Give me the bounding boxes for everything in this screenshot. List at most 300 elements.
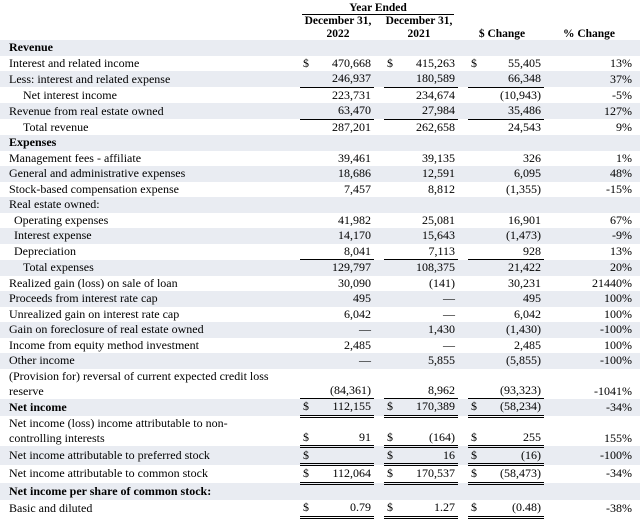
value-2022: 39,461	[338, 150, 371, 165]
currency-symbol: $	[468, 446, 482, 465]
column-gap	[458, 87, 468, 103]
currency-symbol	[468, 483, 482, 500]
column-gap	[458, 500, 468, 517]
table-row	[0, 500, 640, 517]
value-2022: 470,668	[332, 55, 371, 70]
table-row	[0, 322, 640, 338]
table-row	[0, 483, 640, 500]
table-row	[0, 338, 640, 354]
currency-symbol	[468, 197, 482, 213]
column-gap	[458, 369, 468, 399]
column-gap	[458, 119, 468, 135]
currency-symbol	[384, 338, 398, 354]
table-row	[0, 353, 640, 369]
currency-symbol	[384, 244, 398, 260]
column-gap	[458, 276, 468, 292]
value-2021: 16	[398, 446, 458, 465]
currency-symbol	[384, 228, 398, 244]
currency-symbol	[300, 87, 314, 103]
currency-symbol: $	[300, 399, 314, 417]
header-col-2022	[302, 15, 374, 41]
column-gap	[458, 322, 468, 338]
value-2021: 1,430	[398, 322, 458, 338]
table-row	[0, 71, 640, 87]
currency-symbol	[384, 71, 398, 87]
value-2021: 1.27	[398, 500, 458, 517]
column-gap	[374, 119, 384, 135]
value-change: 30,231	[508, 275, 541, 290]
currency-symbol	[300, 307, 314, 323]
row-label: Interest and related income	[9, 55, 140, 70]
column-gap	[458, 166, 468, 182]
value-pct-change: 13%	[610, 244, 632, 258]
value-2022: 495	[314, 291, 374, 307]
value-2022: 30,090	[338, 275, 371, 290]
row-label: Expenses	[0, 135, 300, 151]
currency-symbol	[468, 182, 482, 198]
currency-symbol: $	[303, 55, 309, 70]
table-row	[0, 446, 640, 465]
column-gap	[374, 56, 384, 72]
value-2022: 41,982	[338, 212, 371, 227]
value-pct-change: -9%	[544, 228, 640, 244]
value-2022: 6,042	[344, 306, 371, 321]
value-2021: 27,984	[398, 103, 458, 119]
value-2021	[398, 483, 458, 500]
value-2022	[314, 197, 374, 213]
value-2021	[398, 135, 458, 151]
currency-symbol	[384, 213, 398, 229]
row-label: Realized gain (loss) on sale of loan	[9, 275, 178, 290]
currency-symbol	[468, 228, 482, 244]
value-2021: 8,962	[398, 369, 458, 399]
row-label: Revenue	[0, 40, 300, 56]
header-change: $ Change	[478, 28, 526, 40]
table-row	[0, 103, 640, 119]
column-gap	[458, 291, 468, 307]
header-year-ended: Year Ended	[349, 2, 407, 14]
column-gap	[374, 446, 384, 465]
value-change: 928	[482, 244, 544, 260]
currency-symbol	[300, 291, 314, 307]
value-change: (5,855)	[482, 353, 544, 369]
currency-symbol	[300, 213, 314, 229]
row-label: Net income attributable to common stock	[9, 466, 208, 481]
currency-symbol: $	[384, 399, 398, 417]
value-change: (1,355)	[506, 181, 541, 196]
value-change: 2,485	[514, 337, 541, 352]
table-row	[0, 228, 640, 244]
value-2021: 5,855	[398, 353, 458, 369]
value-change: (58,473)	[482, 465, 544, 484]
column-gap	[374, 151, 384, 167]
currency-symbol	[384, 87, 398, 103]
value-2022: —	[314, 353, 374, 369]
currency-symbol	[384, 119, 398, 135]
column-gap	[374, 135, 384, 151]
table-row	[0, 416, 640, 446]
value-2022: 223,731	[332, 87, 371, 102]
value-change: 255	[482, 416, 544, 446]
column-gap	[458, 446, 468, 465]
row-label: Interest expense	[0, 228, 300, 244]
value-change: 326	[523, 150, 541, 165]
column-gap	[374, 103, 384, 119]
value-2022: 2,485	[344, 337, 371, 352]
row-label-line2: controlling interests	[9, 431, 105, 445]
value-pct-change: -100%	[544, 353, 640, 369]
value-change: 6,042	[514, 306, 541, 321]
column-gap	[458, 338, 468, 354]
table-row	[0, 135, 640, 151]
column-gap	[374, 197, 384, 213]
currency-symbol	[468, 119, 482, 135]
value-pct-change	[544, 197, 640, 213]
currency-symbol	[468, 166, 482, 182]
row-label: Gain on foreclosure of real estate owned	[0, 322, 300, 338]
value-2022: (84,361)	[314, 369, 374, 399]
column-gap	[374, 322, 384, 338]
value-pct-change: -15%	[606, 181, 632, 196]
column-gap	[374, 416, 384, 446]
column-gap	[458, 197, 468, 213]
value-2022: 287,201	[332, 119, 371, 134]
column-gap	[458, 483, 468, 500]
currency-symbol	[468, 244, 482, 260]
value-2021: 15,643	[398, 228, 458, 244]
currency-symbol	[384, 260, 398, 276]
value-2021: 12,591	[398, 166, 458, 182]
column-gap	[374, 71, 384, 87]
currency-symbol	[300, 483, 314, 500]
currency-symbol	[468, 213, 482, 229]
currency-symbol	[468, 260, 482, 276]
row-label: Basic and diluted	[9, 501, 93, 515]
currency-symbol	[384, 151, 398, 167]
row-label: Total expenses	[0, 260, 300, 276]
value-change: 16,901	[508, 212, 541, 227]
value-pct-change: 48%	[544, 166, 640, 182]
row-label: Net income per share of common stock:	[0, 483, 300, 500]
value-2021: 7,113	[398, 244, 458, 260]
value-2021: 180,589	[398, 71, 458, 87]
value-pct-change: -1041%	[594, 383, 632, 398]
column-gap	[374, 353, 384, 369]
column-gap	[374, 338, 384, 354]
value-2021: (141)	[429, 275, 455, 290]
currency-symbol	[300, 244, 314, 260]
column-gap	[374, 307, 384, 323]
value-2022: 8,041	[314, 244, 374, 260]
header-pct-change: % Change	[562, 28, 616, 40]
currency-symbol	[468, 87, 482, 103]
value-pct-change	[544, 483, 640, 500]
value-change: (58,234)	[482, 399, 544, 417]
value-change: (16)	[482, 446, 544, 465]
row-label-line1: Net income (loss) income attributable to non-	[9, 416, 228, 430]
column-gap	[374, 182, 384, 198]
value-change: (1,473)	[482, 228, 544, 244]
currency-symbol	[384, 182, 398, 198]
value-pct-change: 21440%	[592, 275, 632, 290]
financial-table	[0, 40, 640, 519]
column-gap	[374, 276, 384, 292]
currency-symbol: $	[387, 55, 393, 70]
row-label: Operating expenses	[14, 212, 109, 227]
value-pct-change: -34%	[544, 399, 640, 417]
value-2021: —	[443, 337, 455, 352]
value-pct-change: -38%	[606, 501, 632, 515]
currency-symbol	[384, 307, 398, 323]
row-label: Less: interest and related expense	[0, 71, 300, 87]
currency-symbol	[384, 322, 398, 338]
row-label: Unrealized gain on interest rate cap	[9, 306, 180, 321]
currency-symbol	[468, 151, 482, 167]
table-row	[0, 276, 640, 292]
currency-symbol	[300, 151, 314, 167]
column-gap	[374, 40, 384, 56]
value-pct-change: 1%	[616, 150, 632, 165]
column-gap	[458, 213, 468, 229]
currency-symbol	[300, 135, 314, 151]
column-gap	[458, 244, 468, 260]
value-2021: 262,658	[416, 119, 455, 134]
column-gap	[374, 260, 384, 276]
currency-symbol	[300, 228, 314, 244]
value-change: 495	[482, 291, 544, 307]
currency-symbol	[300, 353, 314, 369]
currency-symbol	[300, 71, 314, 87]
currency-symbol	[468, 369, 482, 399]
row-label-line2: reserve	[9, 383, 44, 398]
column-gap	[458, 399, 468, 417]
column-gap	[374, 465, 384, 484]
value-2021: 415,263	[416, 55, 455, 70]
value-pct-change: 127%	[544, 103, 640, 119]
value-2021	[398, 40, 458, 56]
currency-symbol: $	[468, 500, 482, 517]
column-gap	[374, 483, 384, 500]
table-row	[0, 399, 640, 417]
header-col-2022-line2: 2022	[326, 28, 350, 40]
column-gap	[458, 465, 468, 484]
currency-symbol	[384, 166, 398, 182]
value-change: (0.48)	[482, 500, 544, 517]
value-2022: 91	[314, 416, 374, 446]
row-label: Total revenue	[23, 119, 89, 134]
row-label: Proceeds from interest rate cap	[0, 291, 300, 307]
value-2021: 170,537	[398, 465, 458, 484]
column-gap	[374, 399, 384, 417]
column-gap	[458, 228, 468, 244]
value-2022: 18,686	[314, 166, 374, 182]
value-pct-change: 37%	[544, 71, 640, 87]
table-row	[0, 369, 640, 399]
table-body	[0, 40, 640, 517]
value-pct-change	[544, 40, 640, 56]
column-gap	[458, 103, 468, 119]
value-pct-change: -100%	[544, 322, 640, 338]
column-gap	[458, 416, 468, 446]
value-2022: 14,170	[314, 228, 374, 244]
value-2022: 7,457	[344, 181, 371, 196]
table-row	[0, 87, 640, 103]
value-pct-change: -100%	[544, 446, 640, 465]
row-label: Real estate owned:	[0, 197, 300, 213]
value-change: 6,095	[482, 166, 544, 182]
value-pct-change: 100%	[604, 337, 632, 352]
currency-symbol	[384, 40, 398, 56]
value-change	[482, 135, 544, 151]
row-label: Depreciation	[14, 244, 76, 258]
value-2021: —	[443, 306, 455, 321]
value-2021: (164)	[398, 416, 458, 446]
table-row	[0, 465, 640, 484]
currency-symbol	[384, 483, 398, 500]
currency-symbol	[384, 276, 398, 292]
value-change: (93,323)	[482, 369, 544, 399]
column-gap	[458, 135, 468, 151]
table-row	[0, 213, 640, 229]
header-col-2021-line1: December 31,	[385, 15, 453, 27]
value-change: 66,348	[482, 71, 544, 87]
value-pct-change: 100%	[544, 291, 640, 307]
currency-symbol	[468, 40, 482, 56]
currency-symbol	[300, 338, 314, 354]
value-pct-change	[544, 135, 640, 151]
column-gap	[458, 40, 468, 56]
value-pct-change: 13%	[610, 55, 632, 70]
column-gap	[374, 500, 384, 517]
row-label: Income from equity method investment	[9, 337, 199, 352]
column-gap	[374, 228, 384, 244]
header-col-2021	[382, 15, 456, 41]
value-change: 24,543	[508, 119, 541, 134]
value-2022	[314, 40, 374, 56]
value-2022	[314, 446, 374, 465]
value-change: (1,430)	[482, 322, 544, 338]
currency-symbol	[300, 103, 314, 119]
value-2021: 8,812	[428, 181, 455, 196]
value-2021: —	[398, 291, 458, 307]
currency-symbol	[468, 276, 482, 292]
currency-symbol	[468, 135, 482, 151]
table-row	[0, 151, 640, 167]
value-2022	[314, 135, 374, 151]
table-row	[0, 119, 640, 135]
row-label: Revenue from real estate owned	[0, 103, 300, 119]
value-2022: 0.79	[314, 500, 374, 517]
column-gap	[458, 353, 468, 369]
currency-symbol: $	[384, 500, 398, 517]
currency-symbol: $	[300, 465, 314, 484]
column-gap	[374, 244, 384, 260]
currency-symbol	[468, 322, 482, 338]
value-pct-change: 20%	[544, 260, 640, 276]
table-row	[0, 260, 640, 276]
row-label	[0, 416, 300, 446]
currency-symbol: $	[300, 446, 314, 465]
table-row	[0, 182, 640, 198]
column-gap	[458, 260, 468, 276]
column-gap	[374, 213, 384, 229]
value-2021: 234,674	[416, 87, 455, 102]
currency-symbol: $	[468, 399, 482, 417]
column-gap	[374, 87, 384, 103]
column-gap	[374, 369, 384, 399]
column-gap	[458, 307, 468, 323]
value-change: (10,943)	[500, 87, 541, 102]
currency-symbol: $	[468, 416, 482, 446]
currency-symbol	[384, 353, 398, 369]
table-row	[0, 291, 640, 307]
currency-symbol: $	[300, 500, 314, 517]
currency-symbol: $	[468, 465, 482, 484]
currency-symbol: $	[471, 55, 477, 70]
currency-symbol	[300, 276, 314, 292]
value-2021: 108,375	[398, 260, 458, 276]
currency-symbol: $	[384, 446, 398, 465]
currency-symbol	[300, 260, 314, 276]
currency-symbol	[384, 291, 398, 307]
column-gap	[458, 182, 468, 198]
value-2022: 112,155	[314, 399, 374, 417]
value-2022	[314, 483, 374, 500]
row-label: General and administrative expenses	[0, 166, 300, 182]
value-pct-change: 9%	[616, 119, 632, 134]
column-gap	[458, 56, 468, 72]
table-row	[0, 166, 640, 182]
currency-symbol: $	[384, 465, 398, 484]
value-2022: —	[314, 322, 374, 338]
currency-symbol	[384, 369, 398, 399]
column-gap	[374, 291, 384, 307]
row-label: Net income	[0, 399, 300, 417]
row-label: Other income	[0, 353, 300, 369]
value-change: 21,422	[482, 260, 544, 276]
header-col-2021-line2: 2021	[407, 28, 431, 40]
row-label	[0, 369, 300, 399]
value-change: 35,486	[482, 103, 544, 119]
currency-symbol	[468, 291, 482, 307]
value-change	[482, 40, 544, 56]
currency-symbol: $	[384, 416, 398, 446]
value-change: 55,405	[508, 55, 541, 70]
currency-symbol	[468, 103, 482, 119]
currency-symbol	[468, 307, 482, 323]
column-gap	[458, 151, 468, 167]
currency-symbol	[300, 369, 314, 399]
value-pct-change: 100%	[604, 306, 632, 321]
currency-symbol	[300, 322, 314, 338]
value-2021: 25,081	[422, 212, 455, 227]
currency-symbol	[384, 103, 398, 119]
currency-symbol	[300, 166, 314, 182]
currency-symbol	[300, 197, 314, 213]
table-row	[0, 197, 640, 213]
value-change	[482, 483, 544, 500]
value-2022: 63,470	[314, 103, 374, 119]
header-col-2022-line1: December 31,	[304, 15, 372, 27]
row-label: Net interest income	[23, 87, 117, 102]
currency-symbol	[300, 40, 314, 56]
value-2022: 246,937	[314, 71, 374, 87]
row-label: Stock-based compensation expense	[9, 181, 179, 196]
value-2021: 170,389	[398, 399, 458, 417]
table-row	[0, 40, 640, 56]
value-change	[482, 197, 544, 213]
currency-symbol	[384, 135, 398, 151]
